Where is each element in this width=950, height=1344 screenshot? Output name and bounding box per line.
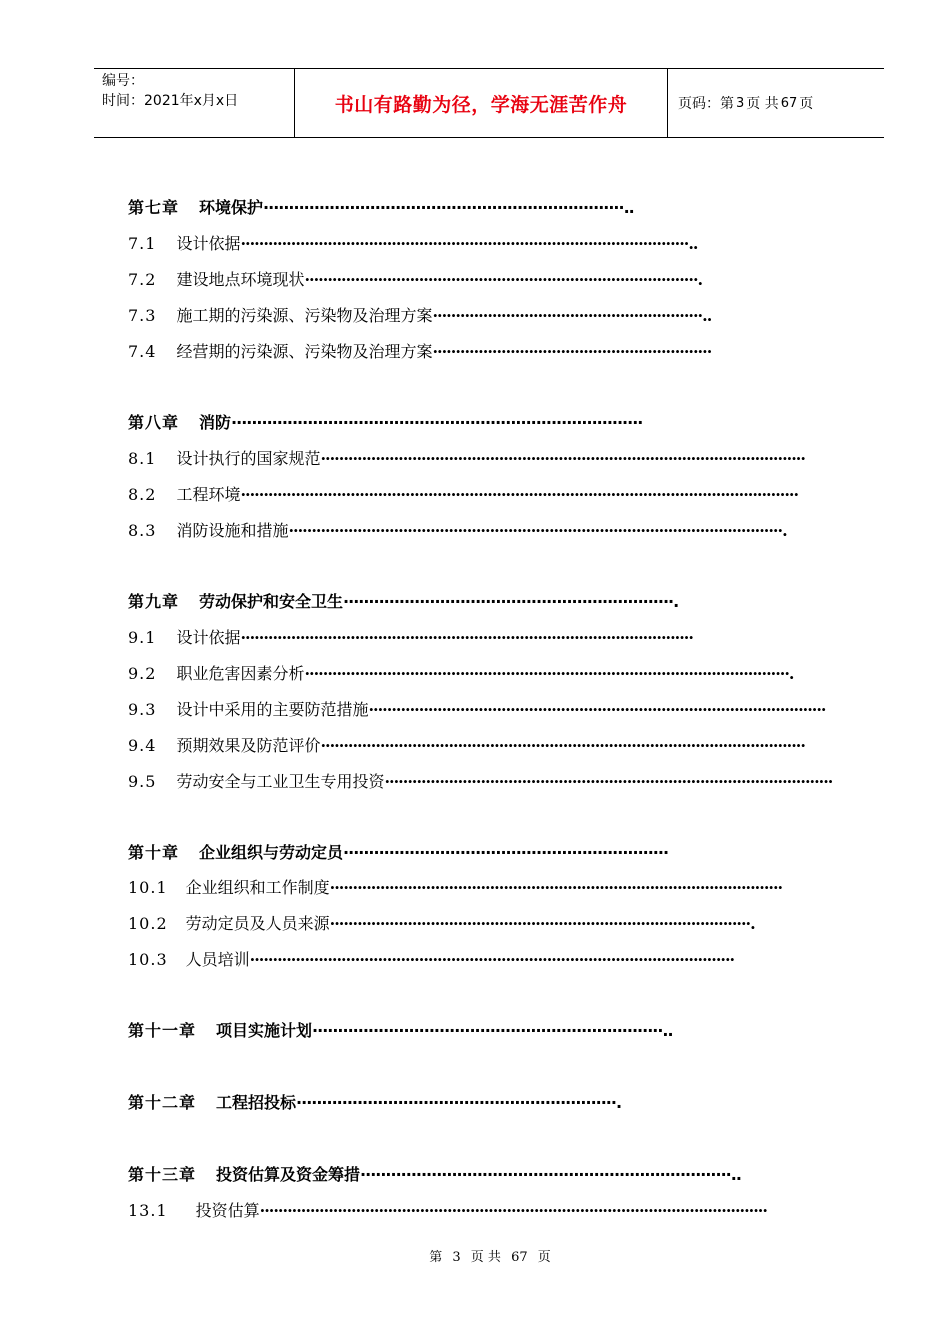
toc-entry[interactable]: [128, 1019, 673, 1043]
toc-title: 投资估算及资金筹措: [216, 1165, 361, 1184]
toc-number: 10.2: [128, 914, 168, 933]
toc-entry[interactable]: [128, 519, 787, 543]
toc-title: 劳动定员及人员来源: [185, 914, 330, 933]
toc-entry[interactable]: [128, 770, 832, 794]
toc-leader: ·································································.: [343, 592, 679, 611]
toc-leader: ··········································································································: [249, 950, 735, 969]
toc-entry[interactable]: [128, 268, 702, 292]
toc-entry[interactable]: [128, 626, 693, 650]
toc-number: 8.2: [128, 485, 157, 504]
toc-leader: ···································································································: [240, 628, 693, 647]
toc-leader: ·······································································..: [263, 198, 634, 217]
toc-title: 环境保护: [199, 198, 264, 217]
time-label: 时间：2021年x月x日: [102, 93, 239, 109]
toc-leader: ··········································································································: [320, 736, 805, 755]
toc-title: 预期效果及防范评价: [176, 736, 321, 755]
toc-leader: ·····································································..: [312, 1021, 673, 1040]
toc-leader: ··········································································································: [320, 449, 805, 468]
toc-entry[interactable]: [128, 411, 642, 435]
toc-number: 7.1: [128, 234, 157, 253]
toc-leader: ···································································································: [329, 878, 783, 897]
toc-title: 职业危害因素分析: [176, 664, 305, 683]
toc-number: 9.3: [128, 700, 157, 719]
toc-title: 建设地点环境现状: [176, 270, 305, 289]
toc-number: 9.5: [128, 772, 157, 791]
toc-leader: ···························································..: [432, 306, 712, 325]
toc-entry[interactable]: [128, 232, 698, 256]
toc-leader: ·····························································: [432, 342, 712, 361]
toc-title: 劳动保护和安全卫生: [199, 592, 344, 611]
toc-leader: ··································································································..: [240, 234, 698, 253]
footer-suffix: 页: [537, 1250, 551, 1265]
motto-text: 书山有路勤为径，学海无涯苦作舟: [334, 93, 628, 116]
toc-entry[interactable]: [128, 698, 826, 722]
toc-entry[interactable]: [128, 196, 634, 220]
toc-title: 设计依据: [176, 234, 241, 253]
toc-number: 第九章: [128, 592, 180, 611]
toc-leader: ·················································································: [231, 413, 643, 432]
toc-title: 项目实施计划: [216, 1021, 313, 1040]
footer-page-number: 3: [452, 1250, 461, 1265]
page-suffix: 页: [799, 96, 814, 112]
toc-title: 设计中采用的主要防范措施: [176, 700, 369, 719]
footer-prefix: 第: [429, 1250, 443, 1265]
toc-entry[interactable]: [128, 1091, 621, 1115]
toc-entry[interactable]: [128, 304, 711, 328]
header-motto-cell: [295, 69, 668, 137]
toc-leader: ·······························································.: [296, 1093, 622, 1112]
toc-title: 企业组织与劳动定员: [199, 843, 344, 862]
toc-leader: ································································: [343, 843, 669, 862]
toc-number: 7.2: [128, 270, 157, 289]
page-footer: [0, 1246, 950, 1265]
toc-leader: ··········································································································.: [304, 664, 794, 683]
toc-number: 13.1: [128, 1201, 168, 1220]
page-header: [94, 68, 884, 138]
toc-leader: ····································································································: [368, 700, 826, 719]
toc-entry[interactable]: [128, 734, 805, 758]
toc-title: 企业组织和工作制度: [185, 878, 330, 897]
toc-entry[interactable]: [128, 483, 798, 507]
header-meta-cell: [94, 69, 295, 137]
toc-title: 设计依据: [176, 628, 241, 647]
toc-number: 第十章: [128, 843, 180, 862]
toc-number: 第十一章: [128, 1021, 197, 1040]
toc-number: 8.3: [128, 521, 157, 540]
toc-leader: ·········································································..: [360, 1165, 741, 1184]
toc-entry[interactable]: [128, 948, 734, 972]
footer-mid: 页 共: [470, 1250, 501, 1265]
header-page-cell: [668, 69, 884, 137]
toc-entry[interactable]: [128, 841, 668, 865]
page-prefix: 页码：第: [678, 96, 734, 112]
toc-title: 施工期的污染源、污染物及治理方案: [176, 306, 433, 325]
toc-leader: ···············································································································: [259, 1201, 767, 1220]
toc-leader: ··························································································································: [240, 485, 799, 504]
toc-number: 7.4: [128, 342, 157, 361]
toc-title: 投资估算: [195, 1201, 260, 1220]
toc-entry[interactable]: [128, 912, 755, 936]
toc-entry[interactable]: [128, 590, 678, 614]
toc-title: 消防: [199, 413, 232, 432]
toc-title: 人员培训: [185, 950, 250, 969]
toc-entry[interactable]: [128, 662, 794, 686]
toc-number: 7.3: [128, 306, 157, 325]
toc-number: 第八章: [128, 413, 180, 432]
toc-number: 9.1: [128, 628, 157, 647]
toc-number: 9.4: [128, 736, 157, 755]
toc-title: 消防设施和措施: [176, 521, 289, 540]
toc-number: 第七章: [128, 198, 180, 217]
toc-title: 设计执行的国家规范: [176, 449, 321, 468]
toc-entry[interactable]: [128, 1163, 741, 1187]
toc-entry[interactable]: [128, 340, 711, 364]
toc-leader: ······················································································.: [304, 270, 703, 289]
toc-number: 10.1: [128, 878, 168, 897]
toc-number: 第十三章: [128, 1165, 197, 1184]
toc-entry[interactable]: [128, 1199, 767, 1223]
page-mid: 页 共: [746, 96, 779, 112]
toc-title: 经营期的污染源、污染物及治理方案: [176, 342, 433, 361]
toc-title: 工程环境: [176, 485, 241, 504]
toc-number: 第十二章: [128, 1093, 197, 1112]
toc-number: 10.3: [128, 950, 168, 969]
page-total: 67: [780, 95, 798, 111]
toc-leader: ··································································································: [384, 772, 833, 791]
toc-number: 9.2: [128, 664, 157, 683]
toc-leader: ············································································································.: [288, 521, 787, 540]
toc-number: 8.1: [128, 449, 157, 468]
toc-entry[interactable]: [128, 447, 805, 471]
toc-leader: ····························································································.: [329, 914, 755, 933]
toc-title: 劳动安全与工业卫生专用投资: [176, 772, 385, 791]
serial-label: 编号：: [102, 73, 144, 89]
footer-page-total: 67: [511, 1250, 528, 1265]
toc-entry[interactable]: [128, 876, 782, 900]
page-number: 3: [736, 95, 745, 111]
toc-title: 工程招投标: [216, 1093, 297, 1112]
